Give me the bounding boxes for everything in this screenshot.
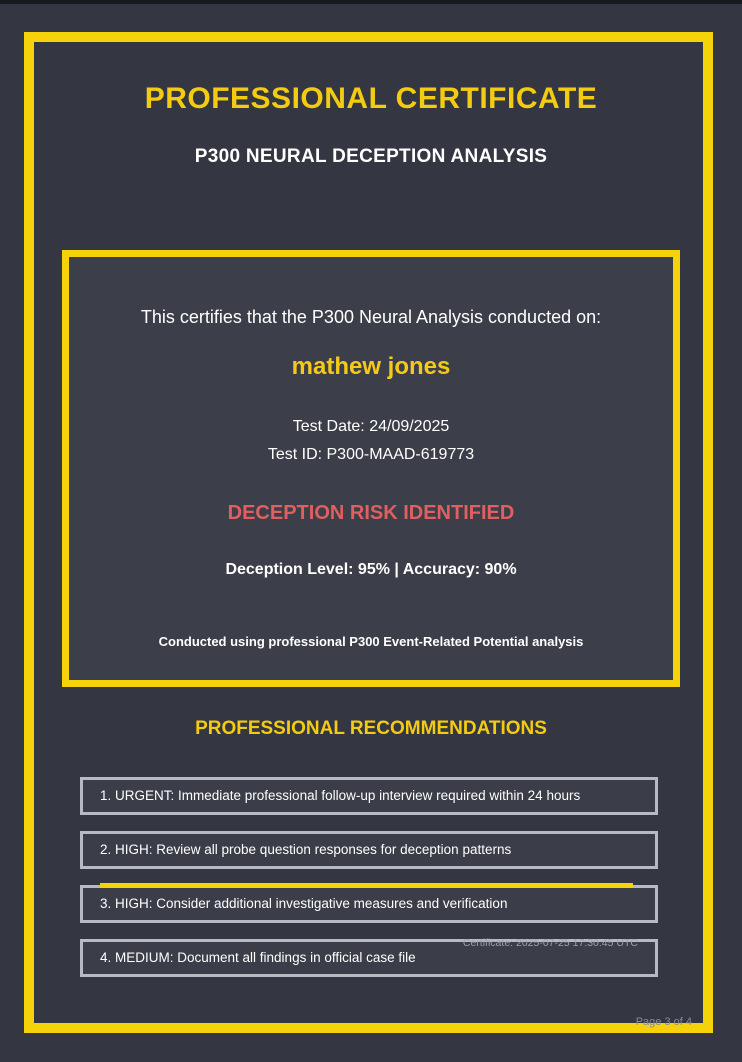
certificate-title: PROFESSIONAL CERTIFICATE xyxy=(144,82,598,115)
certificate-panel xyxy=(62,250,680,687)
top-edge-strip xyxy=(0,0,742,4)
method-note: Conducted using professional P300 Event-Related Potential analysis xyxy=(158,634,584,649)
recommendation-item-text: 2. HIGH: Review all probe question responses for deception patterns xyxy=(100,842,512,857)
page-indicator: Page 3 of 4 xyxy=(635,1016,692,1028)
recommendation-item xyxy=(80,831,658,869)
certificate-timestamp: Certificate: 2025-07-25 17:30:45 UTC xyxy=(462,937,638,949)
certify-statement: This certifies that the P300 Neural Analysis conducted on: xyxy=(140,307,602,327)
recommendations-heading: PROFESSIONAL RECOMMENDATIONS xyxy=(195,718,547,739)
certificate-subtitle: P300 NEURAL DECEPTION ANALYSIS xyxy=(194,146,548,167)
risk-status-heading: DECEPTION RISK IDENTIFIED xyxy=(227,502,515,524)
risk-metrics: Deception Level: 95% | Accuracy: 90% xyxy=(225,561,517,578)
test-id: Test ID: P300-MAAD-619773 xyxy=(267,446,475,463)
recommendation-item-text: 1. URGENT: Immediate professional follow-up interview required within 24 hours xyxy=(100,788,581,803)
subject-name: mathew jones xyxy=(291,353,451,380)
recommendation-item-text: 3. HIGH: Consider additional investigative measures and verification xyxy=(100,896,508,911)
recommendation-item-text: 4. MEDIUM: Document all findings in official case file xyxy=(100,950,416,965)
yellow-divider xyxy=(100,883,633,888)
test-date: Test Date: 24/09/2025 xyxy=(292,418,450,435)
recommendation-item xyxy=(80,885,658,923)
recommendation-item xyxy=(80,777,658,815)
